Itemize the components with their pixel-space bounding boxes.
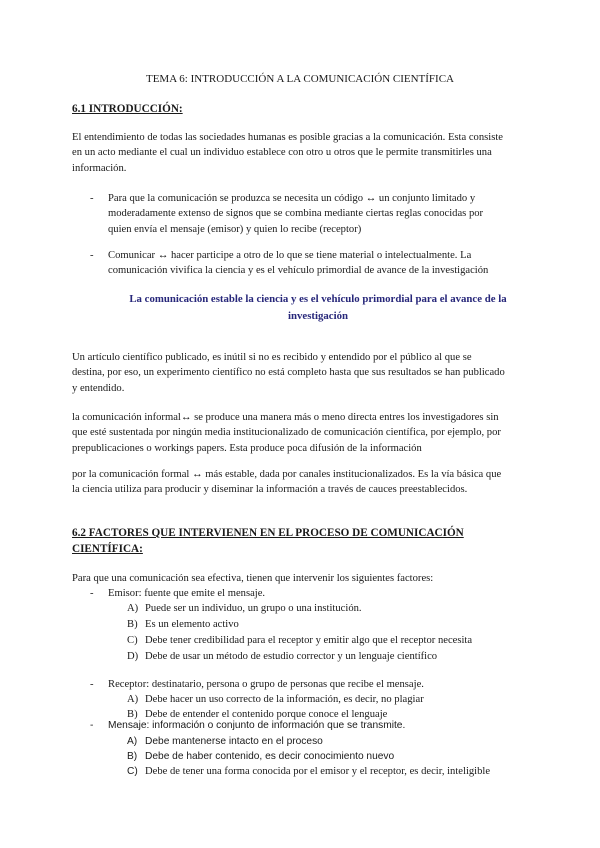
document-title: TEMA 6: INTRODUCCIÓN A LA COMUNICACIÓN CIENTÍFICA [145, 73, 454, 85]
bullet-marker: - [90, 588, 94, 599]
text-line: moderadamente extenso de signos que se combina mediante ciertas reglas conocidas por [108, 208, 484, 220]
factor-receptor-label: Receptor: destinatario, persona o grupo de personas que recibe el mensaje. [108, 679, 424, 690]
text-line: información. [72, 162, 127, 174]
list-item: Debe de haber contenido, es decir conocimiento nuevo [145, 751, 395, 762]
text-line: en un acto mediante el cual un individuo establece con otro u otros que le permite transmitirles una [72, 147, 492, 159]
bullet-marker: - [90, 720, 94, 731]
text-line: Un artículo científico publicado, es inútil si no es recibido y entendido por el público al que se [72, 352, 472, 363]
informal-paragraph [72, 410, 528, 456]
list-letter: A) [127, 736, 138, 747]
text-line: El entendimiento de todas las sociedades humanas es posible gracias a la comunicación. Esta consiste [72, 132, 503, 143]
text-line: prepublicaciones o workings papers. Esta produce poca difusión de la información [72, 442, 422, 454]
article-paragraph [72, 350, 528, 396]
bullet-comunicar [108, 248, 528, 279]
bullet-code [108, 191, 528, 237]
text-line: investigación [288, 309, 348, 322]
text-line: quien envía el mensaje (emisor) y quien lo recibe (receptor) [108, 223, 362, 235]
section-2-heading [72, 525, 464, 557]
list-item: Debe de tener una forma conocida por el emisor y el receptor, es decir, inteligible [145, 766, 491, 777]
list-letter: A) [127, 694, 139, 705]
section-1-heading: 6.1 INTRODUCCIÓN: [72, 103, 183, 115]
list-letter: B) [127, 751, 138, 762]
bullet-marker: - [90, 193, 94, 204]
text-line: La comunicación estable la ciencia y es el vehículo primordial para el avance de la [129, 293, 507, 305]
heading-line: CIENTÍFICA: [72, 543, 143, 556]
list-letter: D) [127, 651, 139, 662]
highlight-statement [120, 291, 516, 324]
list-item: Debe de entender el contenido porque conoce el lenguaje [145, 709, 388, 720]
factors-intro: Para que una comunicación sea efectiva, tienen que intervenir los siguientes factores: [72, 573, 434, 584]
list-item: Es un elemento activo [145, 619, 239, 630]
text-line: Comunicar ↔ hacer participe a otro de lo que se tiene material o intelectualmente. La [108, 250, 472, 261]
text-line: destina, por eso, un experimento científico no está completo hasta que sus resultados se han publicado [72, 367, 505, 379]
heading-line: 6.2 FACTORES QUE INTERVIENEN EN EL PROCESO DE COMUNICACIÓN [72, 527, 464, 539]
text-line: la ciencia utiliza para producir y diseminar la información a través de cauces preestablecidos. [72, 484, 468, 496]
list-item: Debe tener credibilidad para el receptor y emitir algo que el receptor necesita [145, 635, 473, 646]
text-line: la comunicación informal↔ se produce una manera más o meno directa entres los investigadores sin [72, 412, 499, 423]
factor-mensaje-label: Mensaje: información o conjunto de información que se transmite. [108, 720, 406, 731]
text-line: por la comunicación formal ↔ más estable, dada por canales institucionalizados. Es la vía básica que [72, 469, 502, 480]
text-line: y entendido. [72, 382, 125, 394]
list-item: Debe mantenerse intacto en el proceso [145, 736, 323, 747]
list-letter: B) [127, 619, 138, 630]
formal-paragraph [72, 467, 528, 498]
text-line: Para que la comunicación se produzca se necesita un código ↔ un conjunto limitado y [108, 193, 476, 204]
bullet-marker: - [90, 250, 94, 261]
list-item: Puede ser un individuo, un grupo o una institución. [145, 603, 362, 614]
bullet-marker: - [90, 679, 94, 690]
text-line: que esté sustentada por ningún media institucionalizado de comunicación científica, por ejemplo, por [72, 427, 501, 439]
intro-paragraph [72, 130, 528, 176]
list-letter: C) [127, 635, 138, 646]
list-letter: A) [127, 603, 139, 614]
list-letter: B) [127, 709, 138, 720]
factor-emisor-label: Emisor: fuente que emite el mensaje. [108, 588, 266, 599]
list-item: Debe hacer un uso correcto de la información, es decir, no plagiar [145, 694, 424, 705]
text-line: comunicación vivifica la ciencia y es el vehículo primordial de avance de la investigación [108, 265, 489, 277]
list-letter: C) [127, 766, 138, 777]
list-item: Debe de usar un método de estudio corrector y un lenguaje científico [145, 651, 438, 662]
